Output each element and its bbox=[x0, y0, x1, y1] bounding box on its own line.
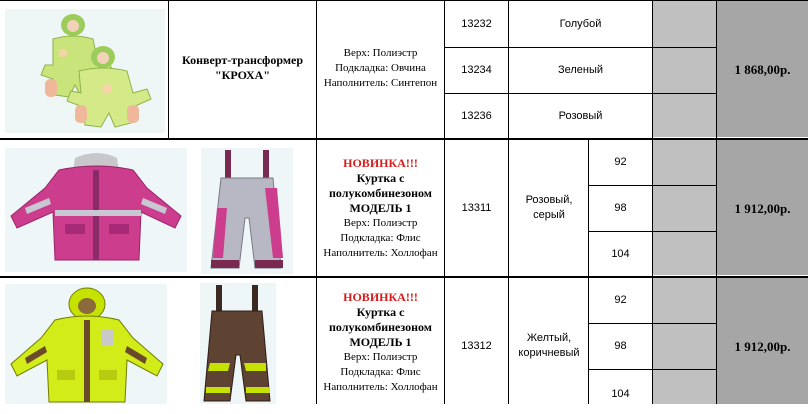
qty-cell[interactable] bbox=[653, 1, 716, 47]
product-name: Куртка с bbox=[356, 305, 405, 319]
product-name: Куртка с bbox=[356, 170, 405, 185]
spec-line: Подкладка: Флис bbox=[340, 231, 421, 244]
new-badge: НОВИНКА!!! bbox=[343, 290, 418, 304]
row-divider bbox=[0, 0, 808, 1]
pink-jacket-photo bbox=[5, 148, 187, 272]
color-name: Розовый bbox=[558, 109, 603, 122]
qty-cell[interactable] bbox=[653, 324, 716, 369]
spec-line: Верх: Полиэстр bbox=[343, 351, 418, 363]
product-name: Конверт-трансформер "КРОХА" bbox=[182, 53, 303, 82]
brown-overalls-photo bbox=[200, 283, 276, 404]
article-code: 13234 bbox=[461, 64, 492, 76]
size-value: 98 bbox=[614, 202, 627, 214]
yellow-jacket-photo bbox=[5, 284, 167, 404]
spec-line: Наполнитель: Синтепон bbox=[323, 76, 438, 89]
qty-cell[interactable] bbox=[653, 232, 716, 275]
spec-line: Наполнитель: Холлофан bbox=[323, 246, 438, 259]
color-name: Розовый, серый bbox=[525, 194, 573, 221]
size-value: 92 bbox=[614, 156, 627, 168]
product-description bbox=[317, 140, 444, 276]
size-value: 104 bbox=[611, 247, 630, 260]
qty-cell[interactable] bbox=[653, 48, 716, 93]
article-code: 13236 bbox=[461, 109, 492, 122]
price: 1 868,00р. bbox=[734, 62, 791, 77]
product-specs bbox=[317, 40, 444, 96]
gray-overalls-photo bbox=[201, 148, 293, 274]
article-code: 13311 bbox=[461, 201, 492, 214]
article-code: 13312 bbox=[461, 339, 492, 352]
spec-line: Верх: Полиэстр bbox=[343, 46, 418, 59]
qty-cell[interactable] bbox=[653, 186, 716, 231]
qty-cell[interactable] bbox=[653, 277, 716, 323]
color-name: Голубой bbox=[559, 17, 602, 30]
article-code: 13232 bbox=[461, 17, 492, 30]
spec-line: Подкладка: Овчина bbox=[335, 61, 426, 74]
product-description bbox=[317, 278, 444, 404]
new-badge: НОВИНКА!!! bbox=[343, 155, 418, 170]
size-value: 98 bbox=[614, 340, 627, 352]
color-name: Зеленый bbox=[557, 64, 604, 76]
price: 1 912,00р. bbox=[734, 338, 791, 354]
product-name: МОДЕЛЬ 1 bbox=[349, 335, 412, 349]
spec-line: Наполнитель: Холлофан bbox=[323, 381, 438, 393]
qty-cell[interactable] bbox=[653, 370, 716, 404]
product-name: полукомбинезоном bbox=[329, 185, 432, 200]
color-name: Желтый, коричневый bbox=[518, 332, 580, 359]
qty-cell[interactable] bbox=[653, 139, 716, 185]
product-name: полукомбинезоном bbox=[329, 320, 432, 334]
green-baby-jumpsuit-photo bbox=[5, 9, 165, 133]
price: 1 912,00р. bbox=[734, 200, 791, 216]
product-name: МОДЕЛЬ 1 bbox=[349, 200, 412, 215]
spec-line: Подкладка: Флис bbox=[340, 366, 421, 378]
spec-line: Верх: Полиэстр bbox=[343, 216, 418, 229]
size-value: 104 bbox=[611, 387, 630, 400]
qty-cell[interactable] bbox=[653, 94, 716, 137]
size-value: 92 bbox=[614, 294, 627, 306]
